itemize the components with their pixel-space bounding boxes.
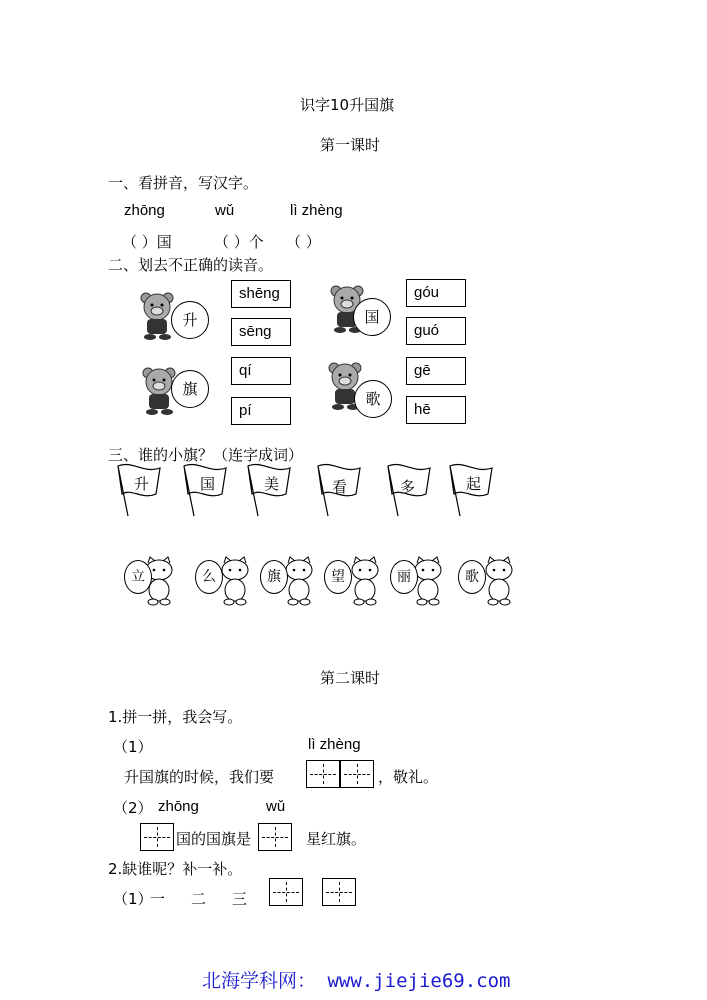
q2-pinyin-option[interactable]: shēng <box>231 280 291 308</box>
flag-char[interactable]: 多 <box>400 478 416 496</box>
q2-pinyin-option[interactable]: hē <box>406 396 466 424</box>
l2-q2-label: 2.缺谁呢？补一补。 <box>108 860 243 878</box>
writing-grid-box[interactable] <box>258 823 292 851</box>
writing-grid-box[interactable] <box>306 760 340 788</box>
balloon-char[interactable]: 旗 <box>260 560 288 594</box>
q3-label: 三、谁的小旗？（连字成词） <box>108 446 304 464</box>
balloon-char[interactable]: 丽 <box>390 560 418 594</box>
balloon-char[interactable]: 立 <box>124 560 152 594</box>
l2-q1-sub2-num: （2） <box>113 799 153 817</box>
q2-pinyin-option[interactable]: sēng <box>231 318 291 346</box>
kitty-icon <box>349 556 381 606</box>
q1-blank-3[interactable]: （ ） <box>286 233 321 251</box>
kitty-icon <box>483 556 515 606</box>
page-title: 识字10升国旗 <box>300 96 395 114</box>
balloon-char[interactable]: 么 <box>195 560 223 594</box>
l2-q1-sub2-after: 星红旗。 <box>306 830 367 848</box>
l2-q1-sub1-pinyin: lì zhèng <box>308 736 361 753</box>
sequence-char: 二 <box>191 890 207 908</box>
flag-char[interactable]: 起 <box>466 475 482 493</box>
writing-grid-box[interactable] <box>340 760 374 788</box>
flag-char[interactable]: 看 <box>332 478 348 496</box>
sequence-char: 一 <box>150 890 166 908</box>
l2-q1-sub1-after: ，敬礼。 <box>378 768 439 786</box>
writing-grid-box[interactable] <box>140 823 174 851</box>
q1-blank-1[interactable]: （ ）国 <box>122 233 172 251</box>
q1-pinyin-3: lì zhèng <box>290 202 343 219</box>
q2-char-circle: 旗 <box>171 370 209 408</box>
q2-label: 二、划去不正确的读音。 <box>108 256 274 274</box>
l2-q2-sub1-num: （1） <box>113 890 153 908</box>
l2-q1-sub1-num: （1） <box>113 738 153 756</box>
sequence-char: 三 <box>232 890 248 908</box>
q2-char-circle: 歌 <box>354 380 392 418</box>
kitty-icon <box>283 556 315 606</box>
lesson1-heading: 第一课时 <box>320 136 381 154</box>
q1-label: 一、看拼音，写汉字。 <box>108 174 259 192</box>
q2-pinyin-option[interactable]: qí <box>231 357 291 385</box>
kitty-icon <box>219 556 251 606</box>
l2-q1-sub1-before: 升国旗的时候，我们要 <box>124 768 275 786</box>
q1-pinyin-1: zhōng <box>124 202 165 219</box>
flag-char[interactable]: 国 <box>200 475 216 493</box>
q2-pinyin-option[interactable]: guó <box>406 317 466 345</box>
flag-char[interactable]: 升 <box>134 475 150 493</box>
l2-q1-sub2-pinyin2: wǔ <box>266 798 286 815</box>
q2-pinyin-option[interactable]: gē <box>406 357 466 385</box>
q2-pinyin-option[interactable]: góu <box>406 279 466 307</box>
l2-q1-label: 1.拼一拼，我会写。 <box>108 708 243 726</box>
l2-q1-sub2-pinyin1: zhōng <box>158 798 199 815</box>
writing-grid-box[interactable] <box>269 878 303 906</box>
writing-grid-box[interactable] <box>322 878 356 906</box>
balloon-char[interactable]: 望 <box>324 560 352 594</box>
q2-char-circle: 升 <box>171 301 209 339</box>
l2-q1-sub2-mid: 国的国旗是 <box>176 830 252 848</box>
lesson2-heading: 第二课时 <box>320 669 381 687</box>
balloon-char[interactable]: 歌 <box>458 560 486 594</box>
q2-pinyin-option[interactable]: pí <box>231 397 291 425</box>
flag-char[interactable]: 美 <box>264 475 280 493</box>
q2-char-circle: 国 <box>353 298 391 336</box>
q1-blank-2[interactable]: （ ）个 <box>214 233 264 251</box>
q1-pinyin-2: wǔ <box>215 202 235 219</box>
footer-watermark: 北海学科网： www.jiejie69.com <box>202 970 511 992</box>
